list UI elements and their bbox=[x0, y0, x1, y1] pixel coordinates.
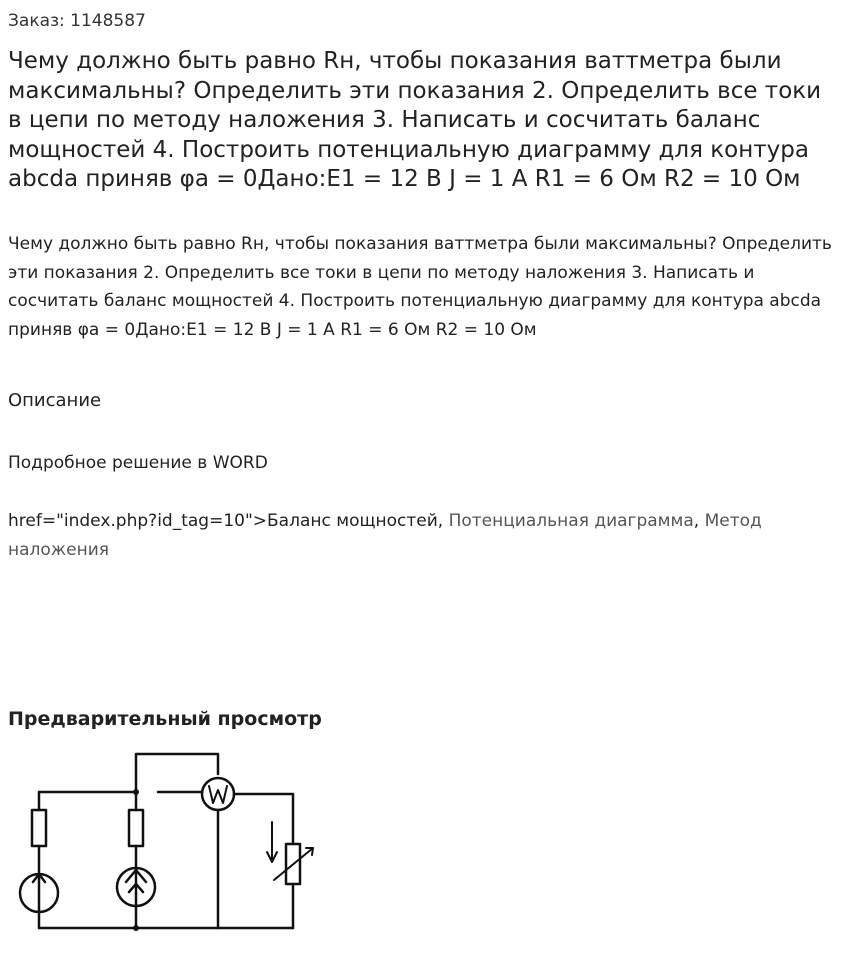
wattmeter bbox=[202, 778, 234, 810]
preview-title: Предварительный просмотр bbox=[8, 708, 322, 730]
tags-line bbox=[8, 507, 838, 565]
tags-separator: , bbox=[693, 511, 700, 531]
voltage-source-e1 bbox=[20, 874, 58, 912]
current-arrow-i1 bbox=[267, 822, 277, 862]
current-source-j bbox=[117, 868, 155, 906]
solution-note: Подробное решение в WORD bbox=[8, 453, 268, 473]
circuit-wires bbox=[39, 754, 293, 928]
order-number: Заказ: 1148587 bbox=[8, 11, 146, 31]
resistor-r2 bbox=[129, 810, 143, 846]
description-label: Описание bbox=[8, 390, 102, 411]
resistor-r1 bbox=[32, 810, 46, 846]
task-text: Чему должно быть равно Rн, чтобы показания ваттметра были максимальны? Определить эти показания 2. Определить все токи в цепи по методу наложения 3. Написать и сосчитать баланс мощностей 4. Построить потенциальную диаграмму для контура abcda приняв φa = 0Дано:E1 = 12 B J = 1 A R1 = 6 Ом R2 = 10 Ом bbox=[8, 234, 832, 340]
resistor-rn bbox=[274, 844, 313, 884]
task-title: Чему должно быть равно Rн, чтобы показания ваттметра были максимальны? Определить эти показания 2. Определить все токи в цепи по методу наложения 3. Написать и сосчитать баланс мощностей 4. Построить потенциальную диаграмму для контура abcda приняв φa = 0Дано:E1 = 12 B J = 1 A R1 = 6 Ом R2 = 10 Ом bbox=[8, 48, 822, 192]
tag-link-superposition[interactable]: Метод наложения bbox=[8, 511, 762, 560]
tags-prefix: href="index.php?id_tag=10">Баланс мощностей, bbox=[8, 511, 449, 531]
tag-link-potential-diagram[interactable]: Потенциальная диаграмма bbox=[448, 511, 694, 531]
circuit-diagram-image bbox=[8, 748, 338, 960]
